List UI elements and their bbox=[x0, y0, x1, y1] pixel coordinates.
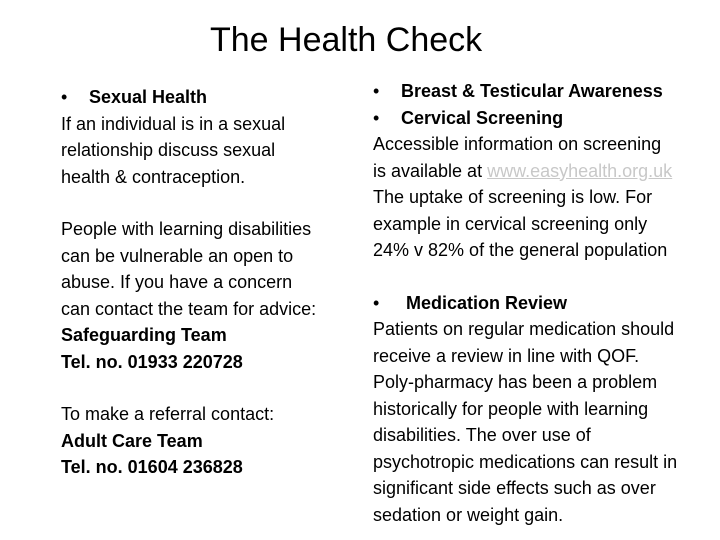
medication-section bbox=[373, 290, 718, 529]
text-line: example in cervical screening only bbox=[373, 213, 648, 234]
adult-care-team: Adult Care Team bbox=[61, 430, 203, 451]
bullet-icon: • bbox=[373, 292, 380, 313]
sexual-health-section bbox=[61, 84, 356, 190]
text-line: historically for people with learning bbox=[373, 398, 649, 419]
text-line: sedation or weight gain. bbox=[373, 504, 564, 525]
text-line: relationship discuss sexual bbox=[61, 140, 276, 160]
sexual-health-heading: • Sexual Health bbox=[61, 84, 356, 111]
safeguarding-team: Safeguarding Team bbox=[61, 325, 227, 345]
text-line: Patients on regular medication should bbox=[373, 319, 675, 339]
left-column bbox=[61, 84, 356, 481]
text-line: receive a review in line with QOF. bbox=[373, 345, 640, 366]
easyhealth-link[interactable]: www.easyhealth.org.uk bbox=[487, 160, 673, 181]
screening-section bbox=[373, 78, 718, 264]
text-line: can be vulnerable an open to bbox=[61, 245, 294, 266]
bullet-icon: • bbox=[61, 87, 68, 107]
text-line: Poly-pharmacy has been a problem bbox=[373, 372, 658, 392]
abuse-section bbox=[61, 216, 356, 375]
safeguarding-tel: Tel. no. 01933 220728 bbox=[61, 351, 243, 372]
adult-care-tel: Tel. no. 01604 236828 bbox=[61, 457, 243, 477]
text-line: health & contraception. bbox=[61, 166, 246, 187]
referral-section bbox=[61, 401, 356, 481]
text-line: abuse. If you have a concern bbox=[61, 272, 293, 292]
text-line: To make a referral contact: bbox=[61, 404, 275, 424]
page-title: The Health Check bbox=[210, 21, 483, 59]
text-line: People with learning disabilities bbox=[61, 219, 312, 239]
text-line: can contact the team for advice: bbox=[61, 298, 317, 319]
text-line: Accessible information on screening bbox=[373, 134, 662, 154]
text-line: psychotropic medications can result in bbox=[373, 451, 678, 472]
text-line: disabilities. The over use of bbox=[373, 425, 591, 445]
text-line: The uptake of screening is low. For bbox=[373, 187, 653, 207]
right-column bbox=[373, 78, 718, 528]
bullet-icon: • bbox=[373, 81, 380, 101]
text-line: If an individual is in a sexual bbox=[61, 113, 286, 134]
breast-testicular-heading: • Breast & Testicular Awareness bbox=[373, 78, 718, 105]
text-line: significant side effects such as over bbox=[373, 478, 656, 498]
text-line: is available at www.easyhealth.org.uk bbox=[373, 160, 673, 181]
cervical-screening-heading: • Cervical Screening bbox=[373, 105, 718, 132]
text-line: 24% v 82% of the general population bbox=[373, 240, 668, 260]
medication-review-heading: • Medication Review bbox=[373, 290, 718, 317]
bullet-icon: • bbox=[373, 107, 380, 128]
